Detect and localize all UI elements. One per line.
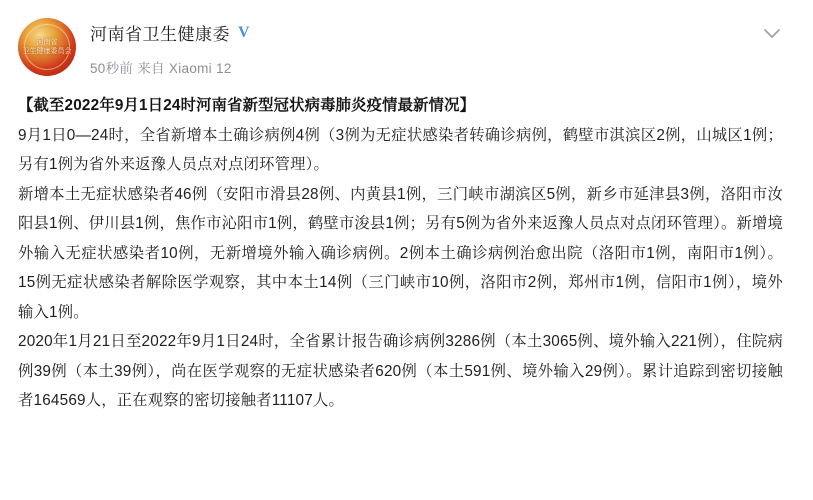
account-row <box>90 20 250 45</box>
post-headline: 【截至2022年9月1日24时河南省新型冠状病毒肺炎疫情最新情况】 <box>18 97 476 114</box>
verified-badge-icon: V <box>238 23 250 41</box>
post-paragraph-2: 新增本土无症状感染者46例（安阳市滑县28例、内黄县1例，三门峡市湖滨区5例，新乡市延津县3例，洛阳市汝阳县1例、伊川县1例，焦作市沁阳市1例，鹤壁市浚县1例；另有5例为省外来返豫人员点对点闭环管理）。新增境外输入无症状感染者10例，无新增境外输入确诊病例。2例本土确诊病例治愈出院（洛阳市1例，南阳市1例）。15例无症状感染者解除医学观察，其中本土14例（三门峡市10例，洛阳市2例，郑州市1例，信阳市1例），境外输入1例。 <box>18 185 783 321</box>
chevron-down-icon[interactable] <box>761 22 783 44</box>
avatar[interactable] <box>18 18 76 76</box>
post-body <box>18 91 783 416</box>
post-meta: 50秒前 来自 Xiaomi 12 <box>90 61 232 76</box>
avatar-text-line2: 卫生健康委员会 <box>22 48 72 55</box>
post-header <box>18 14 783 77</box>
post-paragraph-1: 9月1日0—24时，全省新增本土确诊病例4例（3例为无症状感染者转确诊病例，鹤壁市淇滨区2例，山城区1例；另有1例为省外来返豫人员点对点闭环管理）。 <box>18 126 783 173</box>
post-header-text <box>90 14 250 77</box>
avatar-emblem-icon <box>18 18 76 76</box>
account-name[interactable]: 河南省卫生健康委 <box>90 25 230 44</box>
avatar-text-line1: 河南省 <box>36 39 58 46</box>
post-paragraph-3: 2020年1月21日至2022年9月1日24时，全省累计报告确诊病例3286例（本土3065例、境外输入221例），住院病例39例（本土39例），尚在医学观察的无症状感染者620例（本土591例、境外输入29例）。累计追踪到密切接触者164569人，正在观察的密切接触者11107人。 <box>18 333 783 409</box>
